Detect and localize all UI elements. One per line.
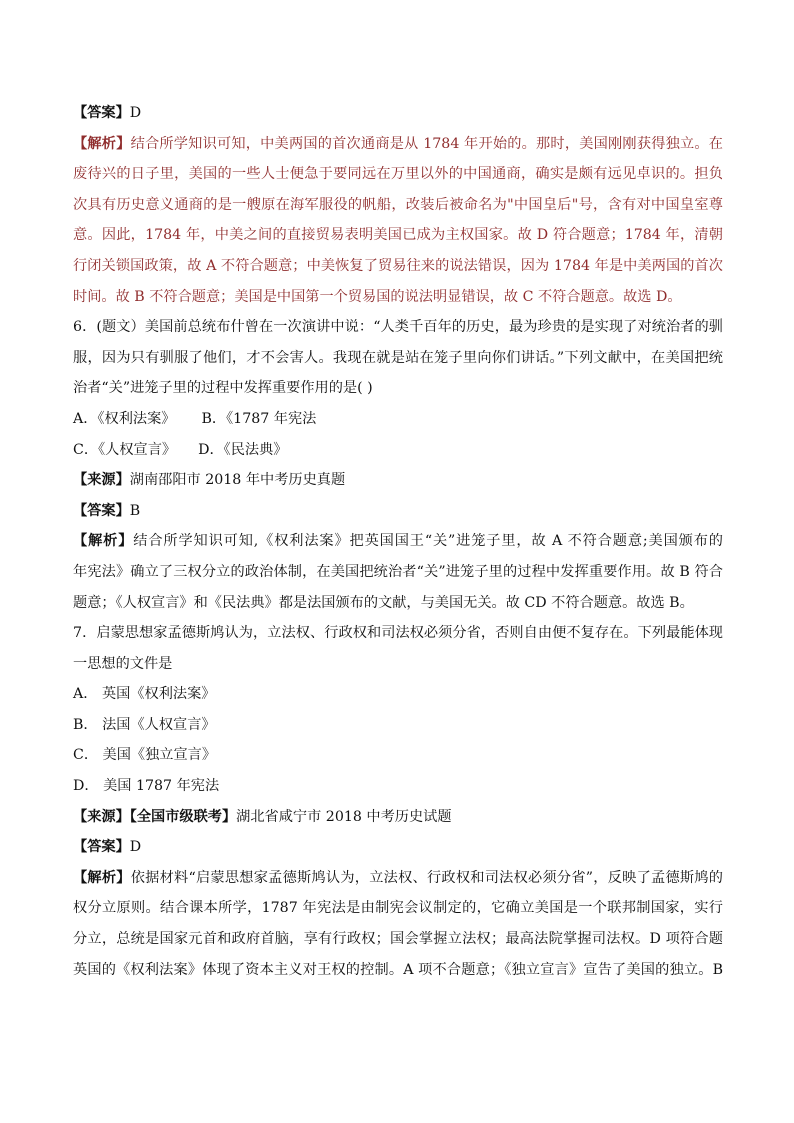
q7-stem-line: 一思想的文件是 <box>73 655 173 672</box>
source-tag: 【来源】 <box>73 808 130 825</box>
option-c: C．《人权宣言》 <box>73 441 177 458</box>
q6-analysis-line: 题意；《人权宣言》和《民法典》都是法国颁布的文献，与美国无关。故 CD 不符合题意。故选 B。 <box>73 594 694 611</box>
q6-analysis-line: 【解析】结合所学知识可知,《权利法案》把英国国王“关”进笼子里，故 A 不符合题意;美国颁布的 <box>73 533 723 550</box>
q7-analysis-line: 分立，总统是国家元首和政府首脑，享有行政权；国会掌握立法权；最高法院掌握司法权。D 项符合题 <box>73 931 723 948</box>
q7-option-a: A． 英国《权利法案》 <box>73 686 216 703</box>
q5-analysis-line: 【解析】结合所学知识可知，中美两国的首次通商是从 1784 年开始的。那时，美国刚刚获得独立。在 <box>73 135 723 152</box>
source-tag-2: 【全国市级联考】 <box>129 808 237 825</box>
q7-option-d: D． 美国 1787 年宪法 <box>73 778 220 795</box>
q6-source <box>73 465 723 496</box>
q6-analysis-line: 年宪法》确立了三权分立的政治体制，在美国把统治者“关”进笼子里的过程中发挥重要作用。故 B 符合 <box>73 563 723 580</box>
q6-answer <box>73 496 723 527</box>
q6-stem-line: 治者“关”进笼子里的过程中发挥重要作用的是( ) <box>73 380 373 397</box>
page-content <box>73 98 723 985</box>
q5-answer <box>73 98 723 129</box>
q7-option-c: C． 美国《独立宣言》 <box>73 747 217 764</box>
q5-analysis-line: 废待兴的日子里，美国的一些人士便急于要同远在万里以外的中国通商，确实是颇有远见卓识的。担负 <box>73 166 723 183</box>
source-text: 湖北省咸宁市 2018 中考历史试题 <box>236 808 452 825</box>
q5-analysis-line: 行闭关锁国政策，故 A 不符合题意；中美恢复了贸易往来的说法错误，因为 1784 年是中美两国的首次 <box>73 257 723 274</box>
analysis-tag: 【解析】 <box>73 135 131 152</box>
answer-tag: 【答案】 <box>73 839 130 856</box>
q7-answer <box>73 832 723 863</box>
q7-analysis-line: 权分立原则。结合课本所学，1787 年宪法是由制宪会议制定的，它确立美国是一个联邦制国家，实行 <box>73 900 723 917</box>
option-d: D．《民法典》 <box>198 441 288 458</box>
answer-value: D <box>129 105 142 121</box>
answer-value: D <box>129 839 142 856</box>
q5-analysis-line: 意。因此，1784 年，中美之间的直接贸易表明美国已成为主权国家。故 D 符合题意；1784 年，清朝 <box>73 227 723 244</box>
q7-analysis-line: 【解析】依据材料“启蒙思想家孟德斯鸠认为，立法权、行政权和司法权必须分省”，反映了孟德斯鸠的 <box>73 869 723 886</box>
q5-analysis-line: 次具有历史意义通商的是一艘原在海军服役的帆船，改装后被命名为"中国皇后"号，含有对中国皇室尊 <box>73 196 723 213</box>
q7-option-b: B． 法国《人权宣言》 <box>73 716 216 733</box>
q5-analysis-line: 时间。故 B 不符合题意；美国是中国第一个贸易国的说法明显错误，故 C 不符合题意。故选 D。 <box>73 288 682 305</box>
q6-options-row-1 <box>73 404 723 435</box>
option-b: B．《1787 年宪法 <box>201 410 317 427</box>
q6-stem-line: 6．(题文）美国前总统布什曾在一次演讲中说：“人类千百年的历史，最为珍贵的是实现了对统治者的驯 <box>73 319 723 336</box>
q6-options-row-2 <box>73 435 723 466</box>
answer-tag: 【答案】 <box>73 502 130 519</box>
analysis-tag: 【解析】 <box>73 869 131 886</box>
q7-analysis-line: 英国的《权利法案》体现了资本主义对王权的控制。A 项不合题意；《独立宣言》宣告了美国的独立。B <box>73 961 723 978</box>
source-text: 湖南邵阳市 2018 年中考历史真题 <box>129 472 346 489</box>
analysis-tag: 【解析】 <box>73 533 134 550</box>
answer-tag: 【答案】 <box>73 105 130 121</box>
q7-source <box>73 802 723 833</box>
source-tag: 【来源】 <box>73 472 130 489</box>
q7-stem-line: 7．启蒙思想家孟德斯鸠认为，立法权、行政权和司法权必须分省，否则自由便不复存在。下列最能体现 <box>73 625 723 642</box>
option-a: A．《权利法案》 <box>73 410 176 427</box>
answer-value: B <box>129 502 141 519</box>
q6-stem-line: 服，因为只有驯服了他们，才不会害人。我现在就是站在笼子里向你们讲话。”下列文献中，在美国把统 <box>73 349 723 366</box>
